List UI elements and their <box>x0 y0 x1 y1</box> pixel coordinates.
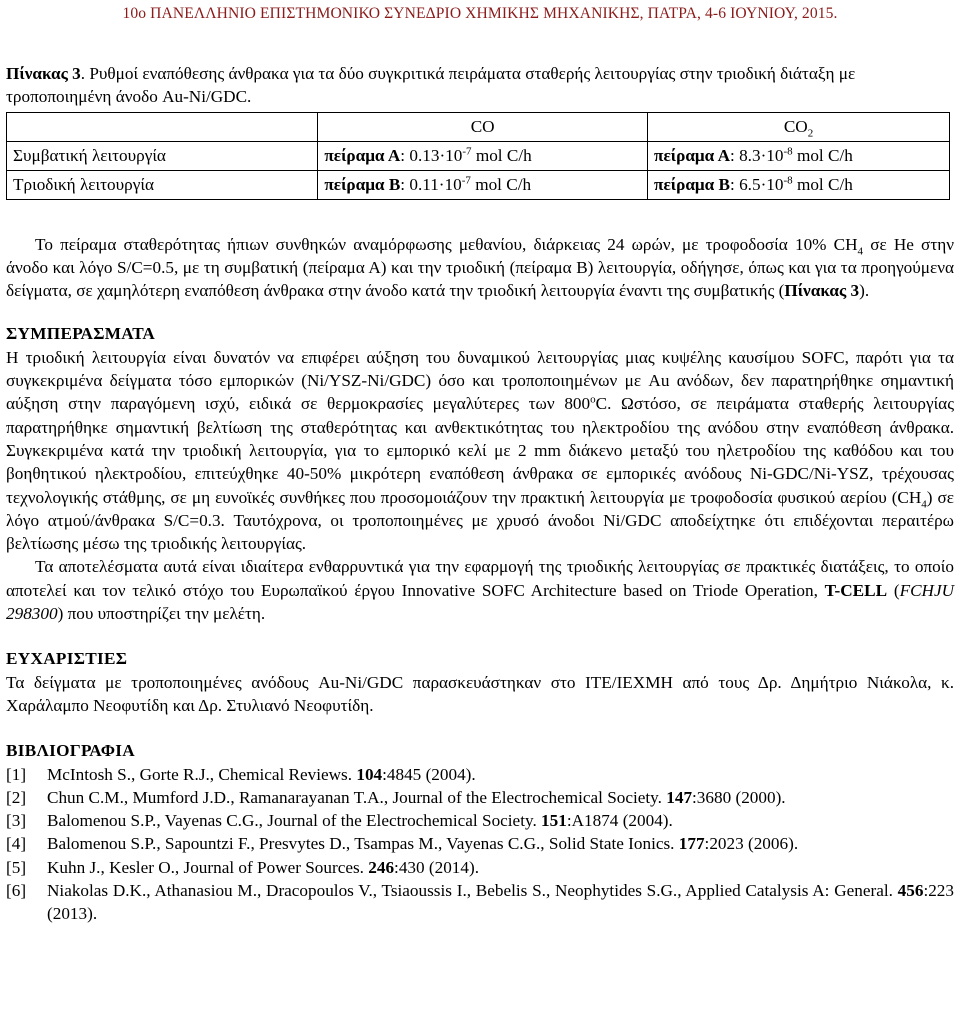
reference-pages: :4845 (2004). <box>382 764 476 784</box>
co-value-cell <box>318 170 648 199</box>
reference-item <box>6 763 954 786</box>
reference-pages: :430 (2014). <box>394 857 480 877</box>
experiment-label: πείραμα Α <box>654 145 731 165</box>
reference-pages: :223 (2013). <box>47 881 954 924</box>
experiment-label: πείραμα Β <box>324 174 401 194</box>
reference-text <box>47 832 954 855</box>
carbon-deposition-table <box>6 112 950 200</box>
row-label: Τριοδική λειτουργία <box>7 170 318 199</box>
reference-citation: Chun C.M., Mumford J.D., Ramanarayanan T.A., Journal of the Electrochemical Society. <box>47 787 667 807</box>
reference-citation: Niakolas D.K., Athanasiou M., Dracopoulos V., Tsiaoussis I., Bebelis S., Neophytides S.G., Applied Catalysis A: General. <box>47 881 898 901</box>
conference-header: 10ο ΠΑΝΕΛΛΗΝΙΟ ΕΠΙΣΤΗΜΟΝΙΚΟ ΣΥΝΕΔΡΙΟ ΧΗΜΙΚΗΣ ΜΗΧΑΝΙΚΗΣ, ΠΑΤΡΑ, 4-6 ΙΟΥΝΙΟΥ, 2015. <box>122 5 838 22</box>
experiment-label: πείραμα Α <box>324 145 401 165</box>
reference-text <box>47 856 954 879</box>
stability-paragraph <box>6 233 954 303</box>
table-row <box>7 170 950 199</box>
reference-text <box>47 786 954 809</box>
reference-item <box>6 856 954 879</box>
co2-subscript: 2 <box>807 127 814 140</box>
intro-text: ). <box>859 281 870 301</box>
reference-volume: 246 <box>368 857 395 877</box>
table-header-co2 <box>648 112 950 141</box>
intro-text: Το πείραμα σταθερότητας ήπιων συνθηκών αναμόρφωσης μεθανίου, διάρκειας 24 ωρών, με τροφοδοσία 10% CH <box>35 234 858 254</box>
reference-item <box>6 809 954 832</box>
reference-number: [2] <box>6 787 27 807</box>
conclusions-text: ( <box>887 580 900 600</box>
reference-text <box>47 763 954 786</box>
acknowledgements-paragraph: Τα δείγματα με τροποποιημένες ανόδους Au-Ni/GDC παρασκευάστηκαν στο ΙΤΕ/ΙΕΧΜΗ από τους Δρ. Δημήτριο Νιάκολα, κ. Χαράλαμπο Νεοφυτίδη και Δρ. Στυλιανό Νεοφυτίδη. <box>6 672 954 715</box>
table-header-co: CO <box>318 112 648 141</box>
references-heading: ΒΙΒΛΙΟΓΡΑΦΙΑ <box>6 741 136 761</box>
rate-unit: mol C/h <box>471 145 532 165</box>
conclusions-text: ) που υποστηρίζει την μελέτη. <box>57 604 266 624</box>
conclusions-text: Η τριοδική λειτουργία είναι δυνατόν να επιφέρει αύξηση του δυναμικού λειτουργίας μιας κυψέλης καυσίμου SOFC, παρότι για τα συγκεκριμένα δείγματα τόσο εμπορικών (Ni/YSZ-Ni/GDC) όσο και τροποποιημένων με Au ανόδων, δεν παρατηρήθηκε σημαντική αύξηση στην παραγόμενη ισχύ, ειδικά σε θερμοκρασίες μεγαλύτερες των 800 <box>6 347 954 414</box>
conclusions-text: Τα αποτελέσματα αυτά είναι ιδιαίτερα ενθαρρυντικά για την εφαρμογή της τριοδικής λειτουργίας σε πρακτικές διατάξεις, το οποίο αποτελεί και τον τελικό στόχο του Ευρωπαϊκού έργου Innovative SOFC Architecture based on Triode Operation, <box>6 557 954 600</box>
reference-number: [5] <box>6 857 27 877</box>
grant-number: FCHJU 298300 <box>6 580 954 624</box>
conclusions-text: C. Ωστόσο, σε πειράματα σταθερής λειτουργίας παρατηρήθηκε σημαντική βελτίωση της σταθερότητας και ανθεκτικότητας του ηλεκτροδίου της ανόδου στην εναπόθεση άνθρακα. Συγκεκριμένα κατά την τριοδική λειτουργία, για το εμπορικό κελί με 2 mm διάκενο μεταξύ του ηλετροδίου της καθόδου και του βοηθητικού ηλεκτροδίου, επιτεύχθηκε 40-50% μικρότερη εναπόθεση άνθρακα σε εμπορικές ανόδους Ni-GDC/Ni-YSZ, τρέχουσας τεχνολογικής στάθμης, σε μη ευνοϊκές συνθήκες που προσομοιάζουν την πρακτική λειτουργία με τροφοδοσία φυσικού αερίου (CH <box>6 394 954 507</box>
rate-unit: mol C/h <box>792 174 853 194</box>
table-row <box>7 141 950 170</box>
rate-value: : 0.11·10 <box>400 174 462 194</box>
co-value-cell <box>318 141 648 170</box>
rate-exponent: -8 <box>783 144 793 157</box>
reference-citation: Balomenou S.P., Vayenas C.G., Journal of the Electrochemical Society. <box>47 811 542 831</box>
reference-number: [6] <box>6 881 27 901</box>
co2-value-cell <box>648 170 950 199</box>
conclusions-heading: ΣΥΜΠΕΡΑΣΜΑΤΑ <box>6 324 156 344</box>
rate-unit: mol C/h <box>792 145 853 165</box>
reference-volume: 456 <box>897 881 924 901</box>
co2-value-cell <box>648 141 950 170</box>
reference-citation: McIntosh S., Gorte R.J., Chemical Reviews. <box>47 764 357 784</box>
reference-volume: 177 <box>678 834 705 854</box>
table-reference: Πίνακας 3 <box>784 281 860 301</box>
conclusions-paragraph-2 <box>6 555 954 625</box>
reference-pages: :3680 (2000). <box>692 787 786 807</box>
degree-superscript: o <box>590 393 596 406</box>
reference-citation: Kuhn J., Kesler O., Journal of Power Sources. <box>47 857 369 877</box>
ch4-subscript: 4 <box>921 498 927 510</box>
table-header-row <box>7 112 950 141</box>
reference-number: [4] <box>6 834 27 854</box>
co2-base: CO <box>783 116 808 136</box>
reference-citation: Balomenou S.P., Sapountzi F., Presvytes D., Tsampas M., Vayenas C.G., Solid State Ionics. <box>47 834 679 854</box>
table-caption <box>6 62 954 109</box>
rate-exponent: -7 <box>462 144 472 157</box>
project-name: T-CELL <box>824 580 888 600</box>
reference-pages: :A1874 (2004). <box>566 811 673 831</box>
reference-text <box>47 879 954 926</box>
table-caption-text: . Ρυθμοί εναπόθεσης άνθρακα για τα δύο συγκριτικά πειράματα σταθερής λειτουργίας στην τριοδική διάταξη με τροποποιημένη άνοδο Au-Ni/GDC. <box>6 64 856 107</box>
reference-volume: 151 <box>541 811 567 831</box>
rate-value: : 0.13·10 <box>400 145 463 165</box>
reference-volume: 147 <box>666 787 693 807</box>
acknowledgements-heading: ΕΥΧΑΡΙΣΤΙΕΣ <box>6 649 128 669</box>
rate-unit: mol C/h <box>470 174 532 194</box>
reference-item <box>6 786 954 809</box>
ch4-subscript: 4 <box>857 245 864 258</box>
rate-value: : 8.3·10 <box>730 145 784 165</box>
rate-exponent: -7 <box>461 173 471 186</box>
reference-text <box>47 809 954 832</box>
reference-number: [1] <box>6 764 27 784</box>
row-label: Συμβατική λειτουργία <box>7 141 318 170</box>
rate-value: : 6.5·10 <box>730 174 784 194</box>
table-caption-label: Πίνακας 3 <box>6 64 81 83</box>
paper-page <box>6 0 954 926</box>
intro-text: σε He στην άνοδο και λόγο S/C=0.5, με τη συμβατική (πείραμα Α) και την τριοδική (πείραμα Β) λειτουργία, οδήγησε, όπως και για τα προηγούμενα δείγματα, σε χαμηλότερη εναπόθεση άνθρακα στην άνοδο κατά την τριοδική λειτουργία έναντι της συμβατικής ( <box>6 234 954 301</box>
rate-exponent: -8 <box>783 173 793 186</box>
reference-item <box>6 879 954 926</box>
reference-number: [3] <box>6 811 27 831</box>
reference-pages: :2023 (2006). <box>704 834 799 854</box>
conclusions-paragraph-1 <box>6 346 954 556</box>
experiment-label: πείραμα Β <box>654 174 731 194</box>
table-header-empty <box>7 112 318 141</box>
reference-volume: 104 <box>356 764 383 784</box>
conclusions-text: ) σε λόγο ατμού/άνθρακα S/C=0.3. Ταυτόχρονα, οι τροποποιημένες με χρυσό άνοδοι Ni/GDC αποδείχτηκε ότι επιδέχονται περαιτέρω βελτίωσης μέσω της τριοδικής λειτουργίας. <box>6 487 954 554</box>
reference-item <box>6 832 954 855</box>
reference-list <box>6 763 954 926</box>
